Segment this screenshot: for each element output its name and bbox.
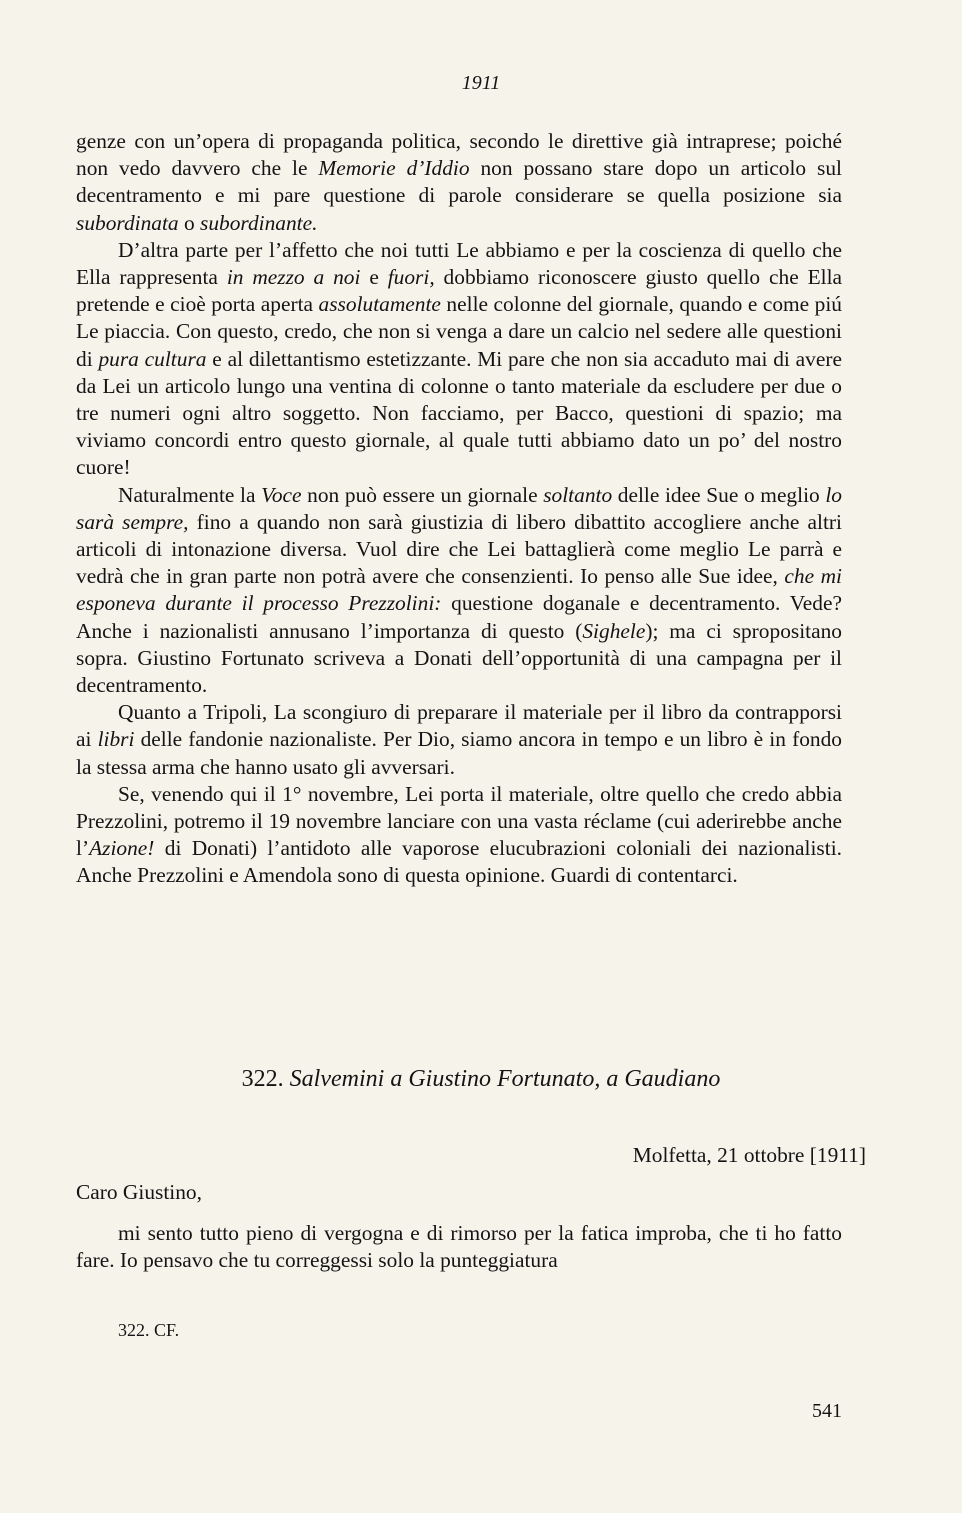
text-run: fino a quando non sarà giustizia di libero dibattito accogliere anche altri articoli di intonazione diversa. Vuol dire che Lei battaglierà come meglio Le parrà e vedrà che in gran parte non potrà avere che consenzienti. Io penso alle Sue idee, (76, 509, 842, 589)
text-run: dobbiamo riconoscere giusto quello che Ella pretende e cioè porta aperta (76, 265, 843, 317)
text-run: Naturalmente la (118, 482, 262, 507)
letter-place-date: Molfetta, 21 ottobre [1911] (632, 1143, 866, 1167)
italic-run: pura cultura (98, 346, 207, 371)
text-run: di Donati) l’antidoto alle vaporose elucubrazioni coloniali dei nazionalisti. Anche Prezzolini e Amendola sono di questa opinione. Guardi di contentarci. (76, 836, 842, 888)
footnote: 322. CF. (118, 1320, 180, 1340)
italic-run: soltanto (543, 482, 613, 507)
text-run: ); ma ci spropositano sopra. Giustino Fortunato scriveva a Donati dell’opportunità di una campagna per il decentramento. (76, 618, 842, 698)
letter-salutation: Caro Giustino, (76, 1180, 202, 1204)
paragraph (76, 237, 842, 482)
italic-run: Memorie d’Iddio (318, 156, 470, 181)
page-number: 541 (812, 1400, 842, 1422)
italic-run: assolutamente (318, 292, 441, 317)
letter-paragraph: mi sento tutto pieno di vergogna e di rimorso per la fatica improba, che ti ho fatto fare. Io pensavo che tu correggessi solo la punteggiatura (76, 1221, 842, 1273)
text-run: Se, venendo qui il 1° novembre, Lei porta il materiale, oltre quello che credo abbia Prezzolini, potremo il 19 novembre lanciare con una vasta réclame (cui aderirebbe anche l’ (76, 781, 842, 861)
paragraph (76, 699, 842, 781)
italic-run: lo sarà sempre, (76, 482, 842, 534)
paragraph (76, 781, 842, 890)
italic-run: subordinata (76, 210, 179, 235)
letter-title: Salvemini a Giustino Fortunato, a Gaudiano (289, 1066, 721, 1092)
text-run: e al dilettantismo estetizzante. Mi pare che non sia accaduto mai di avere da Lei un articolo lungo una ventina di colonne o tanto materiale da escludere per due o tre numeri ogni altro soggetto. Non facciamo, per Bacco, questioni di spazio; ma viviamo concordi entro questo giornale, al quale tutti abbiamo dato un po’ del nostro cuore! (76, 346, 842, 480)
italic-run: Voce (261, 482, 302, 507)
letter-text (76, 1220, 842, 1274)
text-run: non possano stare dopo un articolo sul decentramento e mi pare questione di parole considerare se quella posizione sia (76, 156, 843, 208)
paragraph (76, 482, 842, 700)
body-text (76, 128, 842, 890)
text-run: nelle colonne del giornale, quando e come piú Le piaccia. Con questo, credo, che non si venga a dare un calcio nel sedere alle questioni di (76, 292, 842, 371)
text-run: D’altra parte per l’affetto che noi tutti Le abbiamo e per la coscienza di quello che Ella rappresenta (76, 237, 842, 290)
italic-run: Sighele (582, 618, 646, 643)
italic-run: libri (97, 727, 135, 752)
italic-run: Azione! (89, 836, 155, 861)
running-head: 1911 (461, 72, 501, 94)
letter-heading (0, 1066, 962, 1093)
text-run: delle fandonie nazionaliste. Per Dio, siamo ancora in tempo e un libro è in fondo la stessa arma che hanno usato gli avversari. (76, 727, 842, 779)
letter-number: 322. (241, 1066, 284, 1092)
text-run: Quanto a Tripoli, La scongiuro di preparare il materiale per il libro da contrapporsi ai (76, 700, 842, 752)
italic-run: in mezzo a noi (226, 265, 361, 290)
paragraph (76, 128, 842, 237)
italic-run: che mi esponeva durante il processo Prezzolini: (76, 564, 842, 616)
text-run: e (360, 265, 388, 290)
text-run: delle idee Sue o meglio (612, 482, 826, 507)
text-run: o (178, 210, 200, 235)
italic-run: fuori, (387, 265, 435, 290)
text-run: genze con un’opera di propaganda politica, secondo le direttive già intraprese; poiché non vedo davvero che le (76, 129, 842, 181)
italic-run: subordinante. (200, 210, 318, 235)
text-run: questione doganale e decentramento. Vede? Anche i nazionalisti annusano l’importanza di questo ( (76, 591, 842, 643)
text-run: non può essere un giornale (301, 482, 544, 507)
